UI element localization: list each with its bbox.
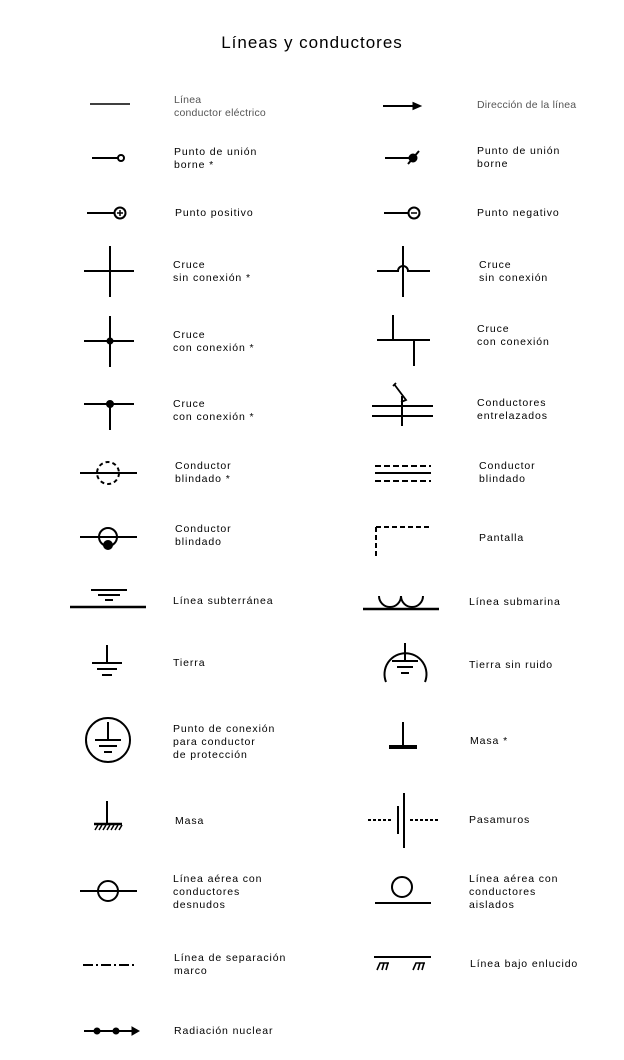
junction-point-icon [92,155,124,161]
label-cruce-con-conexion-t: Cruce con conexión * [173,398,255,423]
crossing-no-connection-icon [84,246,134,297]
label-masa-r: Masa * [470,735,509,747]
label-linea-aerea-aislados: Línea aérea con conductores aislados [469,873,559,911]
label-conductores-entrelazados: Conductores entrelazados [477,397,548,422]
label-tierra-sin-ruido: Tierra sin ruido [469,659,554,671]
underground-line-icon [70,590,146,607]
crossing-connection-icon [84,316,134,367]
label-pasamuros: Pasamuros [469,814,531,826]
label-cruce-con-conexion-r: Cruce con conexión [477,323,550,348]
label-direccion-linea: Dirección de la línea [477,99,577,111]
line-direction-icon [383,103,421,110]
shielded-conductor-grounded-icon [80,528,137,549]
label-conductor-blindado-r: Conductor blindado [479,460,536,485]
shielded-conductor-icon [80,462,137,484]
crossing-bridge-icon [377,246,430,297]
label-conductor-blindado-2: Conductor blindado [175,523,232,548]
t-junction-icon [84,401,134,430]
label-cruce-sin-conexion: Cruce sin conexión * [173,259,251,284]
earth-icon [92,645,122,675]
mass-icon [389,722,417,747]
label-cruce-sin-conexion-r: Cruce sin conexión [479,259,549,284]
label-punto-union: Punto de unión borne * [174,146,258,171]
screen-icon [376,527,430,557]
page-title: Líneas y conductores [221,33,403,52]
label-punto-union-borne: Punto de unión borne [477,145,561,170]
label-linea-bajo-enlucido: Línea bajo enlucido [470,958,579,970]
twisted-conductors-icon [372,383,433,426]
shielded-conductor-lines-icon [375,466,431,481]
overhead-bare-line-icon [80,881,137,901]
label-masa: Masa [175,815,205,827]
chassis-ground-icon [94,801,122,830]
overhead-insulated-line-icon [375,877,431,903]
label-radiacion-nuclear: Radiación nuclear [174,1025,274,1037]
nuclear-radiation-line-icon [84,1027,139,1035]
label-cruce-con-conexion: Cruce con conexión * [173,329,255,354]
junction-terminal-icon [385,151,419,164]
submarine-line-icon [363,596,439,609]
offset-crossing-icon [377,315,430,366]
label-linea-subterranea: Línea subterránea [173,595,274,607]
label-linea-separacion: Línea de separación marco [174,952,287,977]
label-linea-aerea-desnudos: Línea aérea con conductores desnudos [173,873,263,911]
label-pantalla: Pantalla [479,532,525,544]
label-linea-submarina: Línea submarina [469,596,561,608]
protective-earth-icon [86,718,130,762]
label-punto-conexion-proteccion: Punto de conexión para conductor de protección [173,723,276,761]
noiseless-earth-icon [385,643,427,682]
label-punto-positivo: Punto positivo [175,207,254,219]
label-conductor-blindado: Conductor blindado * [175,460,232,485]
label-punto-negativo: Punto negativo [477,207,560,219]
label-tierra: Tierra [173,657,206,669]
wall-bushing-icon [368,793,438,848]
positive-point-icon [87,208,126,219]
label-linea-conductor: Línea conductor eléctrico [174,94,266,119]
under-plaster-line-icon [374,957,431,970]
negative-point-icon [384,208,420,219]
